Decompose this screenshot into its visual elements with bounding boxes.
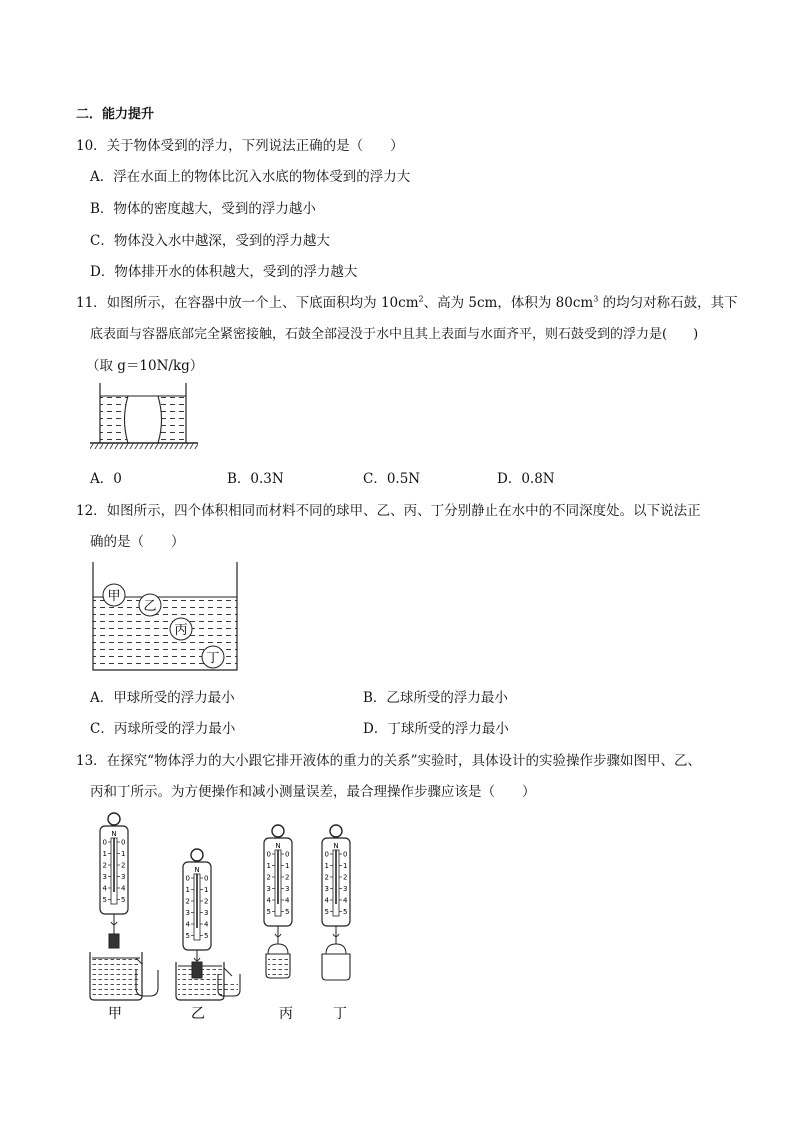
- scale-tick-right: 3: [121, 873, 126, 881]
- scale-ring-jia: [108, 813, 120, 825]
- scale-tick-right: 2: [343, 873, 348, 882]
- label-jia: 甲: [108, 1006, 122, 1022]
- step-ding-cup: [322, 954, 350, 980]
- q13-line1: 13．在探究“物体浮力的大小跟它排开液体的重力的关系”实验时，具体设计的实验操作步骤如图甲、乙、: [76, 753, 701, 769]
- scale-tick-right: 5: [343, 908, 348, 916]
- q11-sup-volume: 3: [593, 294, 599, 304]
- scale-tick-left: 0: [102, 838, 107, 847]
- q10-option-a: A．浮在水面上的物体比沉入水底的物体受到的浮力大: [90, 169, 411, 185]
- scale-tick-right: 2: [204, 897, 209, 906]
- ball-ding-label: 丁: [206, 651, 220, 666]
- scale-ring-ding: [330, 825, 342, 837]
- scale-tick-right: 5: [121, 896, 126, 904]
- q10-stem: 10．关于物体受到的浮力，下列说法正确的是（ ）: [76, 138, 404, 154]
- scale-tick-left: 1: [266, 862, 271, 870]
- ball-jia: [103, 584, 125, 606]
- scale-tick-right: 1: [204, 886, 209, 894]
- scale-tick-right: 3: [285, 885, 290, 893]
- scale-tick-right: 4: [343, 896, 348, 905]
- scale-ring-bing: [272, 825, 284, 837]
- q12-option-a: A．甲球所受的浮力最小: [90, 690, 235, 706]
- scale-tick-left: 4: [324, 896, 329, 905]
- ball-yi: [139, 594, 161, 616]
- scale-tick-right: 3: [343, 885, 348, 893]
- scale-tick-left: 0: [324, 850, 329, 859]
- scale-unit-ding: N: [333, 842, 339, 850]
- scale-tick-right: 2: [285, 873, 290, 882]
- scale-tick-left: 4: [185, 920, 190, 929]
- scale-tick-right: 4: [121, 884, 126, 893]
- scale-tick-left: 3: [324, 885, 329, 893]
- scale-tick-left: 1: [185, 886, 190, 894]
- q13-figure: [80, 812, 380, 1027]
- scale-unit-yi: N: [194, 866, 200, 874]
- scale-tick-right: 2: [121, 861, 126, 870]
- q11-option-c: C．0.5N: [363, 471, 421, 487]
- scale-unit-bing: N: [275, 842, 281, 850]
- scale-tick-left: 3: [102, 873, 107, 881]
- section-title: 二．能力提升: [76, 107, 155, 122]
- q11-option-a: A．0: [90, 471, 122, 487]
- ball-jia-label: 甲: [107, 589, 121, 604]
- label-yi: 乙: [191, 1006, 205, 1022]
- scale-tick-right: 1: [121, 850, 126, 858]
- scale-tick-left: 3: [185, 909, 190, 917]
- ball-yi-label: 乙: [143, 599, 157, 614]
- ball-bing-label: 丙: [174, 623, 188, 638]
- scale-tick-left: 2: [324, 873, 329, 882]
- q13-line2: 丙和丁所示。为方便操作和减小测量误差，最合理操作步骤应该是（ ）: [90, 784, 536, 800]
- q11-option-d: D．0.8N: [497, 471, 555, 487]
- step-bing-apparatus: [266, 932, 290, 978]
- ball-ding: [202, 646, 224, 668]
- scale-tick-right: 5: [285, 908, 290, 916]
- scale-ring-yi: [191, 849, 203, 861]
- scale-tick-left: 0: [266, 850, 271, 859]
- q12-figure: [90, 562, 240, 674]
- q11-ground: [90, 443, 198, 449]
- step-jia-object: [109, 934, 119, 948]
- q10-option-c: C．物体没入水中越深，受到的浮力越大: [90, 233, 330, 249]
- q11-line2: 底表面与容器底部完全紧密接触，石鼓全部浸没于水中且其上表面与水面齐平，则石鼓受到的浮力是( ): [90, 327, 699, 342]
- scale-tick-left: 1: [324, 862, 329, 870]
- scale-tick-right: 0: [204, 874, 209, 883]
- scale-tick-left: 2: [266, 873, 271, 882]
- scale-tick-right: 0: [343, 850, 348, 859]
- q12-option-d: D．丁球所受的浮力最小: [363, 721, 509, 737]
- scale-tick-right: 4: [285, 896, 290, 905]
- spring-scale-bing: [264, 825, 292, 937]
- scale-tick-left: 3: [266, 885, 271, 893]
- scale-tick-left: 5: [266, 908, 271, 916]
- q11-figure: [88, 380, 200, 450]
- spring-scale-ding: [322, 825, 350, 937]
- step-yi-object: [192, 962, 202, 978]
- step-ding-apparatus: [322, 932, 350, 980]
- q11-line1: 11．如图所示，在容器中放一个上、下底面积均为 $10cm^2$、高为 5cm，体积为 $80cm^3$ 的均匀对称石鼓，其下: [76, 294, 738, 311]
- scale-tick-right: 0: [285, 850, 290, 859]
- scale-tick-right: 1: [285, 862, 290, 870]
- scale-unit-jia: N: [111, 830, 117, 838]
- spring-scale-jia: [100, 813, 128, 925]
- q12-option-b: B．乙球所受的浮力最小: [363, 690, 508, 706]
- scale-tick-right: 4: [204, 920, 209, 929]
- label-ding: 丁: [333, 1006, 347, 1022]
- scale-tick-left: 2: [102, 861, 107, 870]
- scale-tick-right: 1: [343, 862, 348, 870]
- q11-line3: （取 g＝10N/kg）: [86, 358, 204, 374]
- q11-stone-drum: [125, 396, 162, 443]
- scale-tick-right: 3: [204, 909, 209, 917]
- scale-tick-left: 0: [185, 874, 190, 883]
- spring-scale-yi: [183, 849, 211, 961]
- scale-tick-left: 5: [185, 932, 190, 940]
- scale-tick-left: 5: [102, 896, 107, 904]
- scale-tick-left: 4: [102, 884, 107, 893]
- label-bing: 丙: [279, 1006, 293, 1022]
- q11-sup-area: 2: [418, 294, 424, 304]
- scale-tick-right: 0: [121, 838, 126, 847]
- scale-tick-right: 5: [204, 932, 209, 940]
- scale-tick-left: 4: [266, 896, 271, 905]
- q11-option-b: B．0.3N: [227, 471, 284, 487]
- q10-option-d: D．物体排开水的体积越大，受到的浮力越大: [90, 264, 358, 280]
- scale-tick-left: 2: [185, 897, 190, 906]
- q12-line2: 确的是（ ）: [90, 534, 185, 550]
- scale-tick-left: 1: [102, 850, 107, 858]
- q12-line1: 12．如图所示，四个体积相同而材料不同的球甲、乙、丙、丁分别静止在水中的不同深度处。以下说法正: [76, 503, 701, 519]
- q12-option-c: C．丙球所受的浮力最小: [90, 721, 236, 737]
- step-yi-apparatus: [176, 952, 240, 1000]
- scale-tick-left: 5: [324, 908, 329, 916]
- ball-bing: [170, 618, 192, 640]
- step-jia-apparatus: [90, 916, 158, 1000]
- q10-option-b: B．物体的密度越大，受到的浮力越小: [90, 201, 316, 217]
